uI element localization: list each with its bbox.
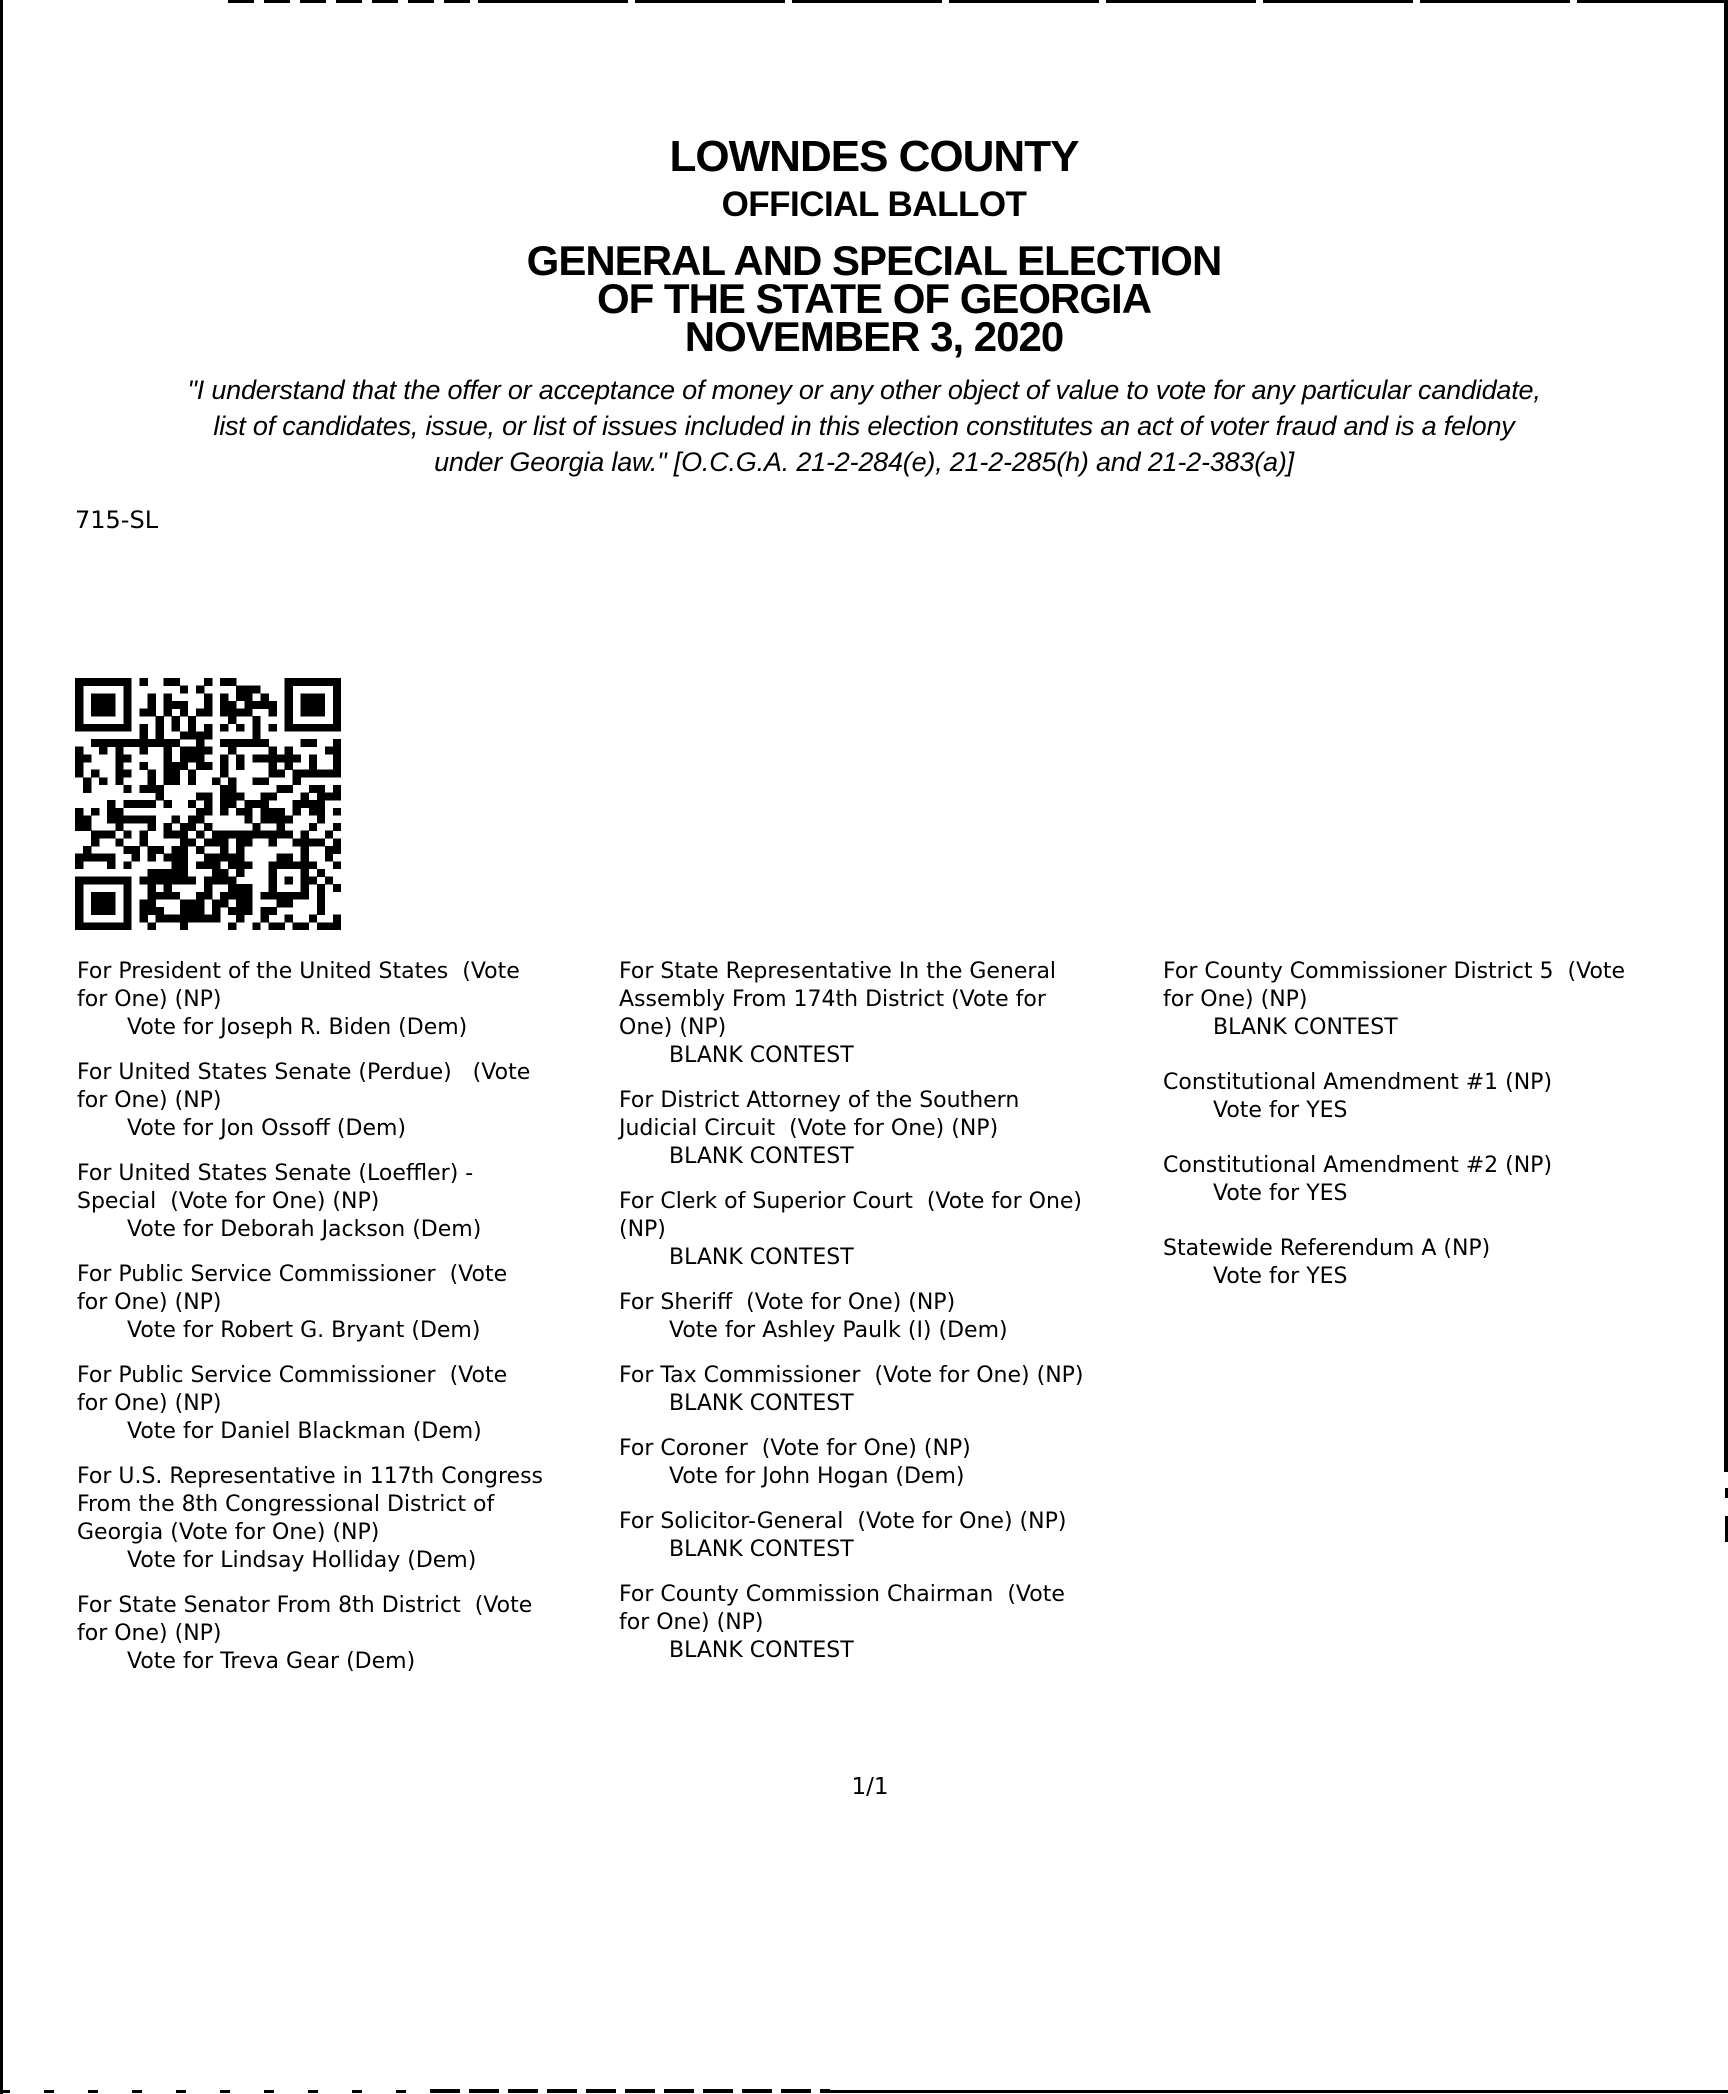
contest-title-line: for One) (NP) [1163,987,1308,1012]
scan-edge-top-line [478,0,1728,3]
contest-title-line: For President of the United States (Vote [77,959,520,984]
contest-title-line: For State Senator From 8th District (Vote [77,1593,533,1618]
contest [619,1362,1159,1418]
contest-title-line: For Solicitor-General (Vote for One) (NP) [619,1509,1067,1534]
contest-title-line: for One) (NP) [77,1391,222,1416]
contest-title-line: One) (NP) [619,1015,727,1040]
contest [1163,1235,1728,1291]
ballot-header [0,132,1728,360]
contest-selection: BLANK CONTEST [669,1144,854,1169]
contest-selection: Vote for Joseph R. Biden (Dem) [127,1015,468,1040]
contest [77,1160,617,1244]
contest-title-line: For County Commission Chairman (Vote [619,1582,1065,1607]
contest-title-line: for One) (NP) [77,1290,222,1315]
election-title [20,237,1728,360]
contest-title-line: Constitutional Amendment #1 (NP) [1163,1070,1553,1095]
disclaimer-line: under Georgia law." [O.C.G.A. 21-2-284(e), 21-2-285(h) and 21-2-383(a)] [434,447,1294,477]
contest-selection: BLANK CONTEST [1213,1015,1398,1040]
contest-selection: BLANK CONTEST [669,1245,854,1270]
contest-title-line: For Coroner (Vote for One) (NP) [619,1436,971,1461]
contest-selection: Vote for Daniel Blackman (Dem) [127,1419,482,1444]
contest [1163,1069,1728,1125]
contest-title-line: Constitutional Amendment #2 (NP) [1163,1153,1553,1178]
contest-selection: BLANK CONTEST [669,1638,854,1663]
ballot-column-2 [619,958,1159,1682]
contest [77,1463,617,1575]
scan-edge-top-left-dashes [228,0,478,3]
qr-code [75,678,341,930]
contest [77,1261,617,1345]
contest-title-line: For Public Service Commissioner (Vote [77,1363,508,1388]
contest-title-line: for One) (NP) [77,1088,222,1113]
contest-title-line: For County Commissioner District 5 (Vote [1163,959,1626,984]
contest-title-line: For Public Service Commissioner (Vote [77,1262,508,1287]
contest-title-line: for One) (NP) [619,1610,764,1635]
contest-title-line: From the 8th Congressional District of [77,1492,495,1517]
contest-title-line: Special (Vote for One) (NP) [77,1189,380,1214]
contest [77,1059,617,1143]
contest-title-line: For United States Senate (Loeffler) - [77,1161,474,1186]
contest [619,1087,1159,1171]
voter-fraud-disclaimer [0,372,1728,480]
ballot-type-title: OFFICIAL BALLOT [721,185,1027,224]
contest-title-line: for One) (NP) [77,1621,222,1646]
contest-title-line: Statewide Referendum A (NP) [1163,1236,1491,1261]
contest-selection: Vote for Ashley Paulk (I) (Dem) [669,1318,1008,1343]
contest [1163,958,1728,1042]
disclaimer-line: "I understand that the offer or acceptance of money or any other object of value to vote for any particular candidate, [187,375,1541,405]
scan-edge-bottom-dashes [0,2090,430,2093]
contest-selection: Vote for John Hogan (Dem) [669,1464,965,1489]
scan-edge-bottom-dashes [430,2089,830,2093]
contest-selection: Vote for Deborah Jackson (Dem) [127,1217,482,1242]
contest-selection: Vote for YES [1213,1181,1348,1206]
contest-selection: Vote for Robert G. Bryant (Dem) [127,1318,481,1343]
contest-title-line: For District Attorney of the Southern [619,1088,1020,1113]
contest-selection: Vote for Lindsay Holliday (Dem) [127,1548,477,1573]
contest-title-line: Georgia (Vote for One) (NP) [77,1520,380,1545]
contest-title-line: For State Representative In the General [619,959,1057,984]
election-title-line: GENERAL AND SPECIAL ELECTION [526,237,1222,284]
election-title-line: OF THE STATE OF GEORGIA [596,275,1152,322]
contest [619,1435,1159,1491]
scan-edge-bottom-line [828,2090,1728,2093]
ballot-column-1 [77,958,617,1693]
contest [619,1188,1159,1272]
contest-title-line: For Sheriff (Vote for One) (NP) [619,1290,956,1315]
contest-selection: Vote for YES [1213,1098,1348,1123]
election-title-line: NOVEMBER 3, 2020 [684,313,1064,360]
contest-selection: BLANK CONTEST [669,1537,854,1562]
contest-title-line: For U.S. Representative in 117th Congress [77,1464,543,1489]
contest-title-line: Judicial Circuit (Vote for One) (NP) [619,1116,999,1141]
contest [619,1508,1159,1564]
county-title: LOWNDES COUNTY [669,132,1079,181]
contest [619,1581,1159,1665]
contest [77,1362,617,1446]
contest-title-line: For Clerk of Superior Court (Vote for One) [619,1189,1082,1214]
disclaimer-line: list of candidates, issue, or list of issues included in this election constitutes an act of voter fraud and is a felony [213,411,1515,441]
contest-title-line: for One) (NP) [77,987,222,1012]
ballot-style-code: 715-SL [75,506,159,534]
contest-selection: Vote for YES [1213,1264,1348,1289]
contest-selection: Vote for Jon Ossoff (Dem) [127,1116,407,1141]
contest-selection: BLANK CONTEST [669,1391,854,1416]
contest-selection: Vote for Treva Gear (Dem) [127,1649,416,1674]
contest-title-line: For United States Senate (Perdue) (Vote [77,1060,531,1085]
contest [77,1592,617,1676]
contest-title-line: (NP) [619,1217,666,1242]
contest-title-line: For Tax Commissioner (Vote for One) (NP) [619,1363,1084,1388]
contest [619,1289,1159,1345]
contest [619,958,1159,1070]
contest-title-line: Assembly From 174th District (Vote for [619,987,1046,1012]
contest [1163,1152,1728,1208]
contest [77,958,617,1042]
contest-selection: BLANK CONTEST [669,1043,854,1068]
ballot-column-3 [1163,958,1728,1318]
page-number: 1/1 [851,1774,889,1800]
